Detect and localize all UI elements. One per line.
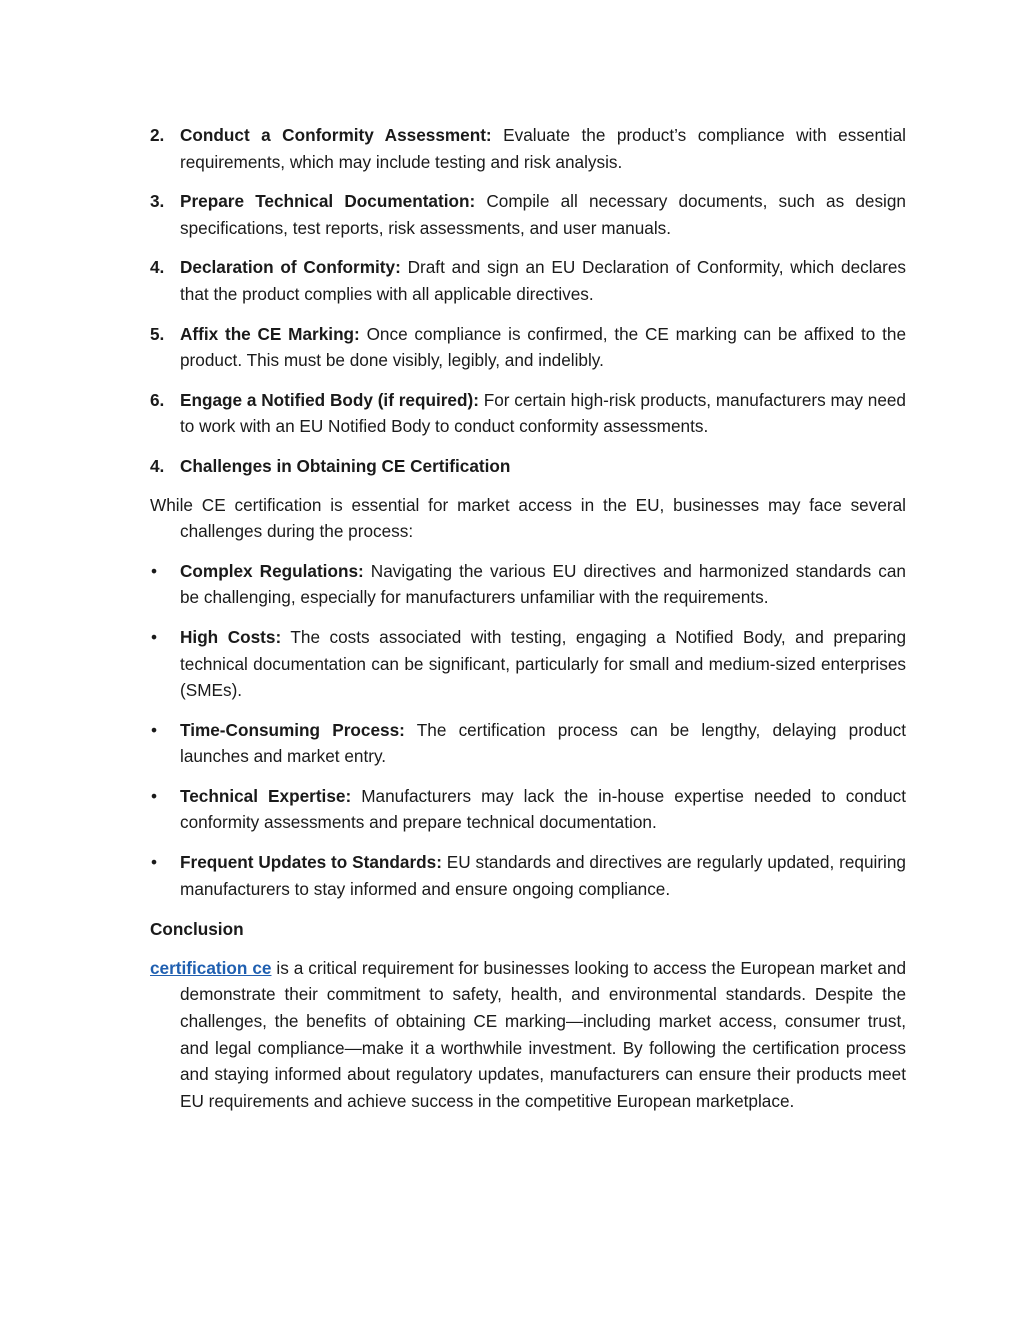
challenge-title: Technical Expertise: — [180, 785, 352, 806]
bullet-icon: • — [151, 560, 158, 581]
challenge-item — [150, 849, 906, 902]
step-item — [150, 254, 906, 307]
step-text: For certain high-risk products, manufacturers may need to work with an EU Notified Body to conduct conformity assessments. — [180, 389, 906, 437]
step-item — [150, 188, 906, 241]
step-number: 4. — [150, 257, 165, 278]
step-text: Draft and sign an EU Declaration of Conformity, which declares that the product complies with all applicable directives. — [180, 257, 907, 304]
challenge-item — [150, 717, 906, 770]
section-intro: While CE certification is essential for market access in the EU, businesses may face several challenges during the process: — [150, 494, 906, 542]
step-number: 5. — [150, 323, 165, 344]
step-text: Evaluate the product’s compliance with essential requirements, which may include testing and risk analysis. — [180, 125, 907, 172]
section-number: 4. — [150, 455, 165, 476]
step-number: 6. — [150, 389, 165, 410]
section-title: Challenges in Obtaining CE Certification — [180, 455, 511, 476]
step-title: Declaration of Conformity: — [180, 257, 401, 278]
step-title: Conduct a Conformity Assessment: — [180, 125, 492, 145]
page-content — [150, 122, 906, 1127]
challenge-text: EU standards and directives are regularly updated, requiring manufacturers to stay informed and ensure ongoing compliance. — [180, 852, 906, 899]
challenge-text: The certification process can be lengthy, delaying product launches and market entry. — [180, 719, 906, 767]
certification-ce-link[interactable]: certification ce — [150, 957, 272, 978]
bullet-icon: • — [151, 626, 158, 647]
challenge-title: High Costs: — [180, 626, 282, 647]
challenge-item — [150, 783, 906, 836]
challenge-text: Navigating the various EU directives and harmonized standards can be challenging, especially for manufacturers unfamiliar with the requirements. — [180, 560, 906, 608]
step-item — [150, 122, 906, 175]
bullet-icon: • — [151, 719, 158, 740]
step-text: Once compliance is confirmed, the CE marking can be affixed to the product. This must be done visibly, legibly, and indelibly. — [180, 323, 907, 371]
conclusion-text: is a critical requirement for businesses looking to access the European market and demonstrate their commitment to safety, health, and environmental standards. Despite the challenges, the benefits of obtaining CE marking—including market access, consumer trust, and legal compliance—make it a worthwhile investment. By following the certification process and staying informed about regulatory updates, manufacturers can ensure their products meet EU requirements and achieve success in the competitive European marketplace. — [180, 957, 906, 1111]
challenge-title: Complex Regulations: — [180, 560, 364, 581]
conclusion-paragraph — [150, 955, 906, 1115]
step-number: 3. — [150, 191, 165, 212]
section-heading — [150, 453, 906, 480]
step-title: Affix the CE Marking: — [180, 323, 360, 344]
challenge-title: Time-Consuming Process: — [180, 719, 405, 740]
step-text: Compile all necessary documents, such as design specifications, test reports, risk assessments, and user manuals. — [180, 191, 906, 238]
challenge-text: Manufacturers may lack the in-house expertise needed to conduct conformity assessments and prepare technical documentation. — [180, 785, 906, 833]
bullet-icon: • — [151, 785, 158, 806]
challenge-item — [150, 558, 906, 611]
step-item — [150, 321, 906, 374]
challenge-text: The costs associated with testing, engaging a Notified Body, and preparing technical documentation can be significant, particularly for small and medium-sized enterprises (SMEs). — [180, 626, 906, 701]
challenge-item — [150, 624, 906, 704]
conclusion-heading: Conclusion — [150, 919, 244, 940]
step-number: 2. — [150, 125, 165, 145]
step-item — [150, 387, 906, 440]
bullet-icon: • — [151, 852, 158, 873]
challenge-title: Frequent Updates to Standards: — [180, 852, 442, 873]
step-title: Engage a Notified Body (if required): — [180, 389, 479, 410]
step-title: Prepare Technical Documentation: — [180, 191, 476, 212]
